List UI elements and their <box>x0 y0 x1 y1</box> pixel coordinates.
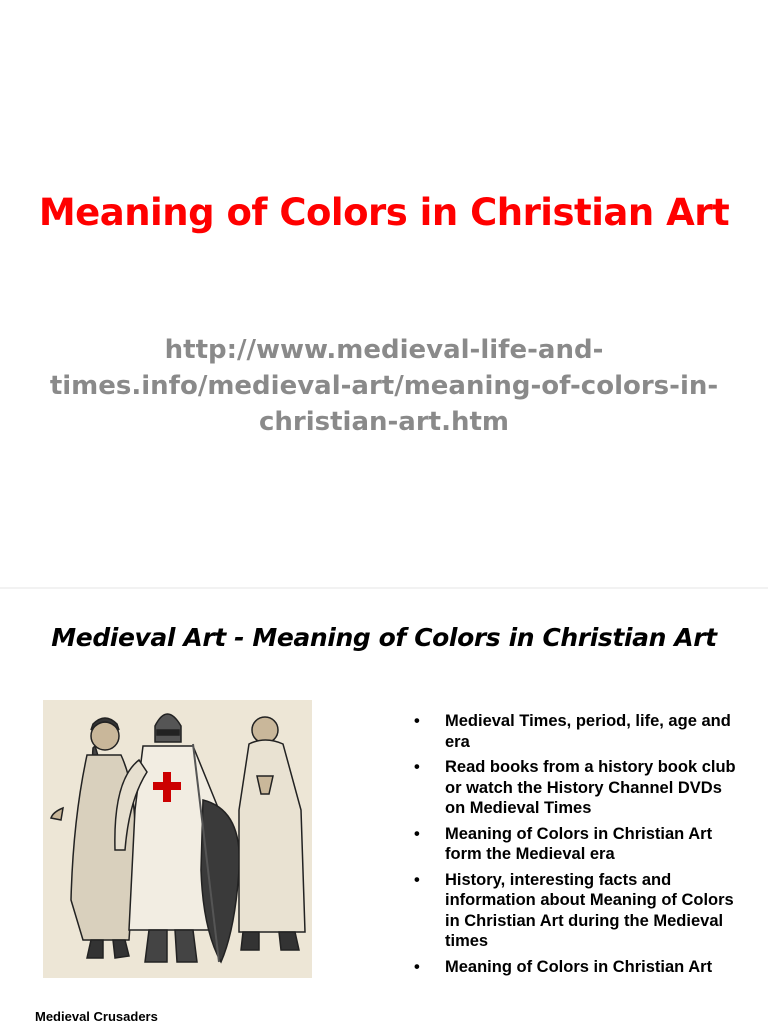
url-line-1: http://www.medieval-life-and- <box>164 335 604 365</box>
list-item: • Meaning of Colors in Christian Art form the Medieval era <box>414 824 744 865</box>
bullet-list <box>414 711 744 982</box>
list-item: • Meaning of Colors in Christian Art <box>414 957 744 978</box>
image-caption: Medieval Crusaders <box>35 1009 158 1024</box>
slide-heading: Medieval Art - Meaning of Colors in Christian Art <box>51 623 717 652</box>
url-line-2: times.info/medieval-art/meaning-of-colors-in- <box>49 371 719 401</box>
list-item: • History, interesting facts and information about Meaning of Colors in Christian Art during the Medieval times <box>414 870 744 952</box>
list-item: • Read books from a history book club or watch the History Channel DVDs on Medieval Times <box>414 757 744 819</box>
source-url[interactable] <box>40 332 728 440</box>
slide-title: Meaning of Colors in Christian Art <box>38 191 730 234</box>
url-line-3: christian-art.htm <box>258 407 510 437</box>
center-figure <box>115 714 240 962</box>
content-slide <box>0 589 768 1024</box>
list-item: • Medieval Times, period, life, age and era <box>414 711 744 752</box>
crusaders-illustration <box>43 700 312 978</box>
right-figure <box>239 717 305 950</box>
